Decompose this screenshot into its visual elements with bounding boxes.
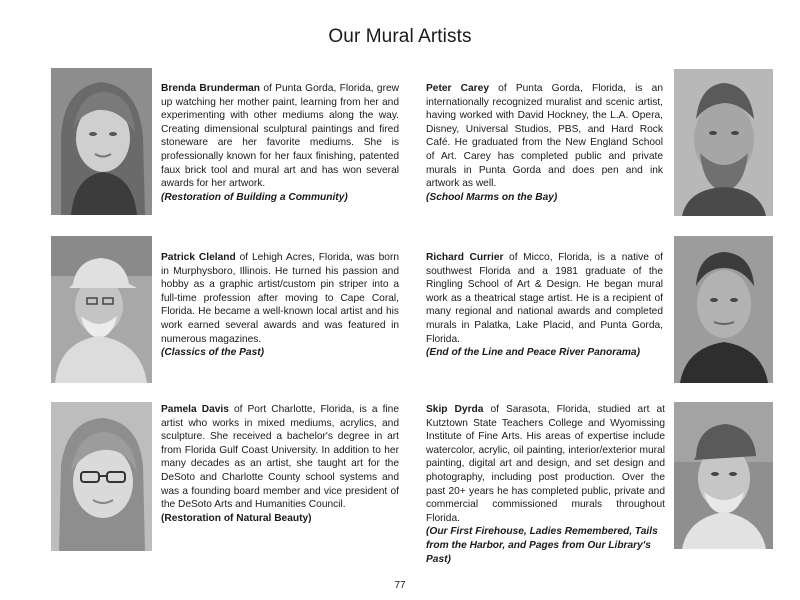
page-title: Our Mural Artists (328, 26, 472, 47)
artist-photo-patrick-cleland (51, 236, 152, 383)
artist-bio-patrick-cleland (161, 251, 399, 360)
artist-photo-skip-dyrda (674, 402, 773, 549)
artist-photo-brenda-brunderman (51, 68, 152, 215)
artist-bio-peter-carey (426, 82, 663, 204)
artist-bio-richard-currier (426, 251, 663, 360)
artist-photo-richard-currier (674, 236, 773, 383)
page-number: 77 (394, 580, 406, 591)
artist-mural-title: (End of the Line and Peace River Panorama) (426, 347, 640, 359)
artist-description: of Punta Gorda, Florida, is an internationally recognized muralist and scenic artist, having worked with David Hockney, the L.A. Opera, Disney, Universal Studios, PBS, and Hard Rock Café. He graduated from the New England School of Art. Carey has completed public and private murals in Punta Gorda and does pen and ink artwork as well. (426, 83, 663, 190)
artist-mural-title: (Our First Firehouse, Ladies Remembered, Tails from the Harbor, and Pages from Our Library's Past) (426, 526, 658, 565)
artist-name: Brenda Brunderman (161, 83, 261, 94)
artist-mural-title: (Restoration of Natural Beauty) (161, 512, 312, 524)
artist-description: of Port Charlotte, Florida, is a fine artist who works in mixed mediums, acrylics, and sculpture. She received a bachelor's degree in art from Florida Gulf Coast University. In addition to her many decades as an artist, she taught art for the DeSoto and Charlotte County school systems and was a founding board member and vice president of the DeSoto Arts and Humanities Council. (161, 404, 399, 511)
artist-name: Patrick Cleland (161, 252, 236, 263)
artist-mural-title: (Classics of the Past) (161, 347, 265, 359)
artist-photo-pamela-davis (51, 402, 152, 551)
artist-bio-pamela-davis (161, 403, 399, 525)
artist-description: of Lehigh Acres, Florida, was born in Murphysboro, Illinois. He turned his passion and hobby as a graphic artist/custom pin striper into a full-time profession after moving to Cape Coral, Florida. He became a well-known local artist and his work earned several awards and was featured in numerous magazines. (161, 252, 399, 345)
artist-name: Pamela Davis (161, 404, 229, 415)
artist-mural-title: (School Marms on the Bay) (426, 191, 558, 203)
artist-mural-title: (Restoration of Building a Community) (161, 191, 348, 203)
artist-name: Skip Dyrda (426, 404, 484, 415)
artist-bio-skip-dyrda (426, 403, 665, 566)
artist-bio-brenda-brunderman (161, 82, 399, 204)
artist-name: Richard Currier (426, 252, 504, 263)
artist-description: of Micco, Florida, is a native of southwest Florida and a 1981 graduate of the Ringling School of Art & Design. He began mural work as a theatrical stage artist. He is a recipient of many regional and national awards and completed murals in Palatka, Lake Placid, and Punta Gorda, Florida. (426, 252, 663, 345)
artist-name: Peter Carey (426, 83, 489, 94)
artist-description: of Punta Gorda, Florida, grew up watching her mother paint, learning from her and experimenting with other mediums along the way. Creating dimensional sculptural paintings and fired stoneware are her favorite mediums. She is professionally known for her faux finishing, patented faux brick tool and mural art and has won several awards for her artwork. (161, 83, 400, 190)
artist-photo-peter-carey (674, 69, 773, 216)
artist-description: of Sarasota, Florida, studied art at Kutztown State Teachers College and Wyomissing Institute of Fine Arts. His areas of expertise include watercolor, acrylic, oil painting, interior/exterior mural painting, digital art and design, and set design and photography, including post production. Over the past 20+ years he has completed public, private and commercial commissioned murals throughout Florida. (426, 404, 665, 524)
